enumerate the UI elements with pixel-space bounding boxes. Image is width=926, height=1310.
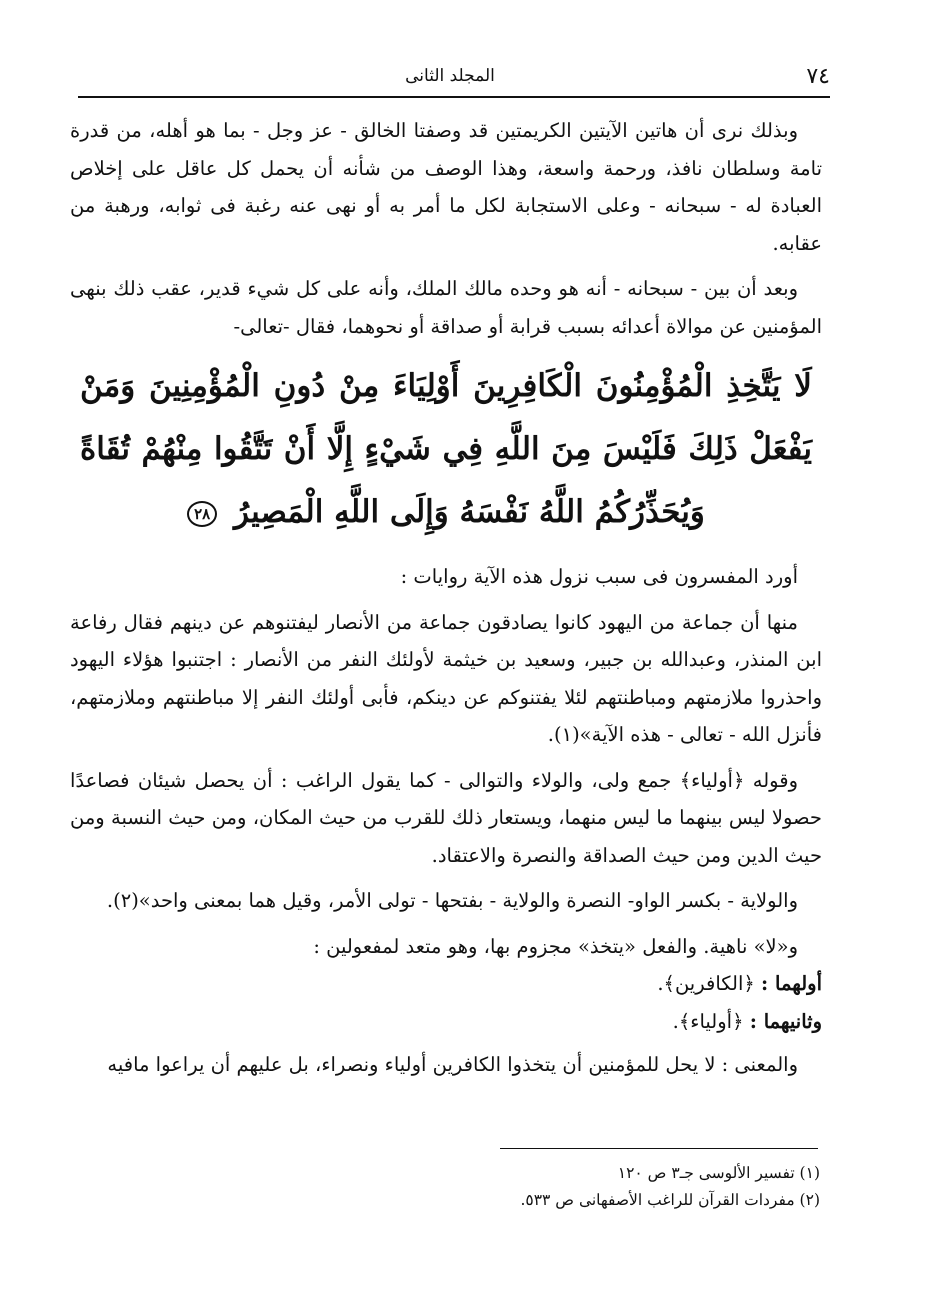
second-object-value: ﴿أولياء﴾. — [672, 1009, 744, 1033]
footnotes — [420, 1160, 820, 1214]
paragraph: وقوله ﴿أولياء﴾ جمع ولى، والولاء والتوالى - كما يقول الراغب : أن يحصل شيئان فصاعدًا حصولا ليس بينهما ما ليس منهما، ويستعار ذلك للقرب من حيث المكان، ومن حيث النسبة ومن حيث الدين ومن حيث الصداقة والنصرة والاعتقاد. — [70, 768, 822, 867]
paragraph: والمعنى : لا يحل للمؤمنين أن يتخذوا الكافرين أولياء ونصراء، بل عليهم أن يراعوا مافيه — [107, 1053, 798, 1076]
main-text — [70, 112, 822, 1092]
volume-title: المجلد الثانى — [405, 66, 495, 86]
page-number: ٧٤ — [806, 63, 830, 89]
second-object-line — [70, 1003, 822, 1041]
verse-number-badge: ٢٨ — [187, 501, 217, 527]
page-header — [70, 58, 830, 94]
paragraph: و«لا» ناهية. والفعل «يتخذ» مجزوم بها، وهو متعد لمفعولين : — [313, 934, 798, 958]
verse-text: لَا يَتَّخِذِ الْمُؤْمِنُونَ الْكَافِرِينَ أَوْلِيَاءَ مِنْ دُونِ الْمُؤْمِنِينَ وَمَنْ يَفْعَلْ ذَلِكَ فَلَيْسَ مِنَ اللَّهِ فِي شَيْءٍ إِلَّا أَنْ تَتَّقُوا مِنْهُمْ تُقَاةً وَيُحَذِّرُكُمُ اللَّهُ نَفْسَهُ وَإِلَى اللَّهِ الْمَصِيرُ — [80, 368, 812, 530]
second-object-label: وثانيهما : — [749, 1009, 822, 1033]
footnote-divider — [500, 1148, 818, 1149]
quran-verse — [80, 355, 812, 544]
paragraph: أورد المفسرون فى سبب نزول هذه الآية روايات : — [400, 565, 798, 588]
header-divider — [78, 96, 830, 98]
first-object-label: أولهما : — [761, 972, 822, 995]
first-object-value: ﴿الكافرين﴾. — [657, 972, 755, 995]
footnote: (٢) مفردات القرآن للراغب الأصفهانى ص ٥٣٣. — [520, 1191, 820, 1209]
first-object-line — [70, 965, 822, 1003]
footnote: (١) تفسير الألوسى جـ٣ ص ١٢٠ — [617, 1164, 820, 1182]
paragraph: وبذلك نرى أن هاتين الآيتين الكريمتين قد وصفتا الخالق - عز وجل - بما هو أهله، من قدرة تامة وسلطان نافذ، ورحمة واسعة، وهذا الوصف من شأنه أن يحمل كل عاقل على إخلاص العبادة له - سبحانه - وعلى الاستجابة لكل ما أمر به أو نهى عنه رغبة فى ثوابه، ورهبة من عقابه. — [70, 119, 822, 255]
paragraph: منها أن جماعة من اليهود كانوا يصادقون جماعة من الأنصار ليفتنوهم عن دينهم فقال رفاعة ابن المنذر، وعبدالله بن جبير، وسعيد بن خيثمة لأولئك النفر من الأنصار : اجتنبوا هؤلاء اليهود واحذروا ملازمتهم ومباطنتهم لئلا يفتنوكم عن دينكم، فأبى أولئك النفر إلا مباطنتهم وملازمتهم، فأنزل الله - تعالى - هذه الآية»(١). — [70, 610, 822, 746]
paragraph: والولاية - بكسر الواو- النصرة والولاية - بفتحها - تولى الأمر، وقيل هما بمعنى واحد»(٢). — [106, 889, 798, 912]
paragraph: وبعد أن بين - سبحانه - أنه هو وحده مالك الملك، وأنه على كل شيء قدير، عقب ذلك بنهى المؤمنين عن موالاة أعدائه بسبب قرابة أو صداقة أو نحوهما، فقال -تعالى- — [70, 277, 822, 338]
